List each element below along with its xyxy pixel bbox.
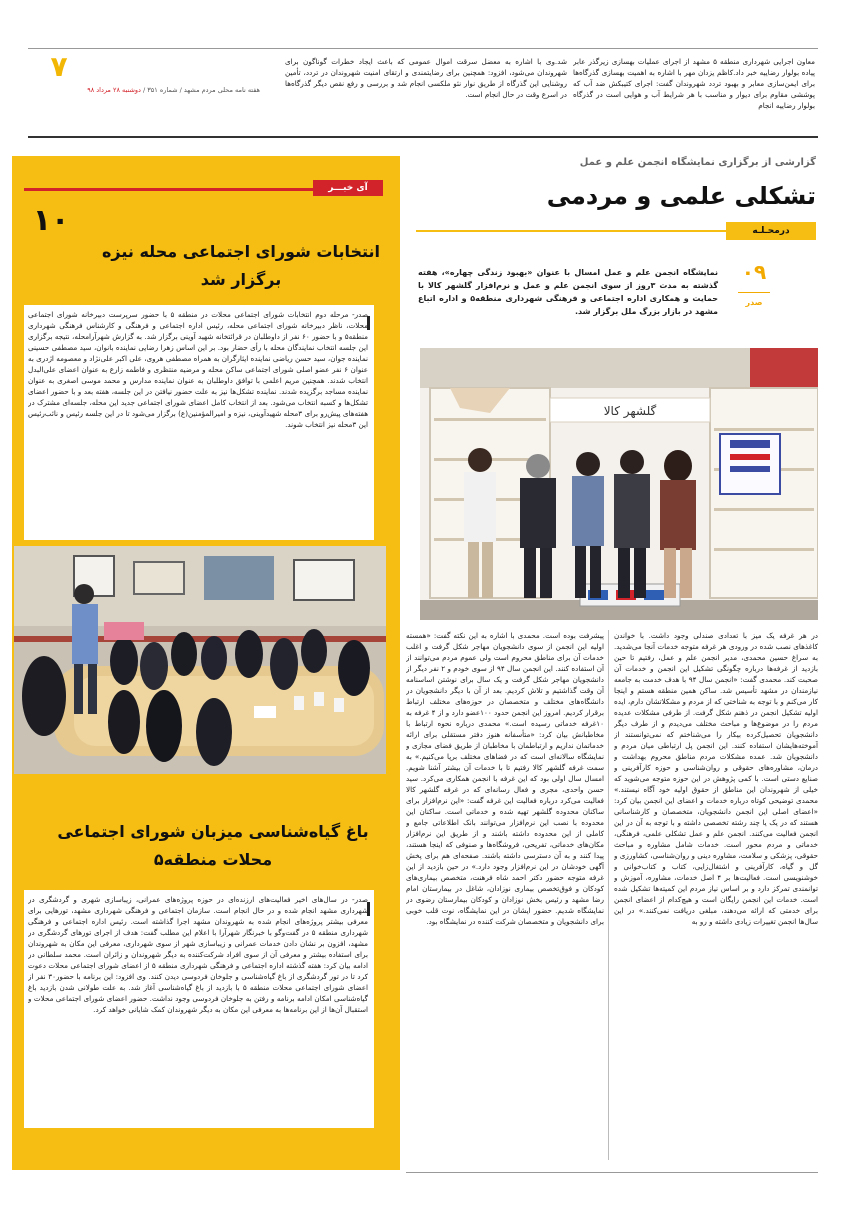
header-divider — [28, 136, 818, 138]
continuation-text-middle: شد.وی با اشاره به معضل سرقت اموال عمومی که باعث ایجاد خطرات گوناگون برای شهروندان می‌شود، افزود: همچنین برای رضایتمندی و ارتقای امنیت شهروندان در تردد، تأمین روشنایی این گذرگاه از طریق نوار نئو ملکسی انجام شد و بررسی و رفع نقص دیگر گذرگاه‌ها در اسرع وقت در حال انجام است. — [285, 57, 567, 99]
article-kicker: گزارشی از برگزاری نمایشگاه انجمن علم و عمل — [579, 157, 816, 168]
page-bottom-rule — [406, 1172, 818, 1173]
exhibition-photo — [420, 348, 818, 620]
article-b-headline: باغ گیاه‌شناسی میزبان شورای اجتماعی محلات منطقه۵ — [57, 822, 369, 869]
folio-line — [30, 84, 260, 96]
folio-prefix: هفته نامه محلی مردم مشهد / شماره ۳۵۱ / — [143, 86, 260, 94]
news-tag-rule — [24, 188, 313, 191]
top-rule — [28, 48, 818, 49]
sidebar-page-number: ۱۰ — [32, 203, 70, 238]
section-tag-rule — [416, 230, 726, 232]
column-divider — [608, 630, 609, 1160]
booth-sign-text: گلشهر کالا — [603, 404, 657, 418]
meeting-photo — [14, 546, 386, 774]
issue-rule — [738, 292, 770, 293]
folio-date: دوشنبه ۲۸ مرداد ۹۸ — [87, 86, 141, 94]
article-b-body: صدر- در سال‌های اخیر فعالیت‌های ارزنده‌ای در حوزه پروژه‌های عمرانی، زیباسازی شهری و گردشگری در شهرداری مشهد انجام شده و در حال انجام است. سازمان اجتماعی و فرهنگی شهرداری مشهد، تورهایی برای معرفی بیشتر پروژه‌های انجام شده به شهروندان مشهد اجرا گذاشته است. رئیس اداره اجتماعی و فرهنگی شهرداری منطقه ۵ در گفت‌وگو با خبرنگار شهرآرا با اعلام این مطلب گفت: هدف از اجرای تورهای گردشگری در مشهد، افزون بر نشان دادن خدمات عمرانی و زیباسازی شهر از سوی شهرداری، معرفی این مکان به شهروندان برای استفاده بیشتر و معرفی آن از سوی افراد شرکت‌کننده به دیگر شهروندان و زائران است. محمد سلطانی در ادامه بیان کرد: هفته گذشته اداره اجتماعی و فرهنگی شهرداری منطقه ۵ از اعضای شورای اجتماعی محلات دعوت کرد تا در تور گردشگری از باغ گیاه‌شناسی و جلوخان فردوسی دیدن کنند. وی افزود: این برنامه با حضور۳۰ نفر از اعضای شورای اجتماعی محلات منطقه ۵ با بازدید از باغ گیاه‌شناسی آغاز شد. به علت طولانی شدن بازدید باغ گیاه‌شناسی امکان ادامه برنامه و رفتن به جلوخان فردوسی وجود نداشت. حضور اعضای شورای اجتماعی محلات و استقبال آن‌ها از این برنامه‌ها به معرفی این مکان به دیگر شهروندان کمک شایانی خواهد کرد. — [28, 895, 368, 1014]
main-headline: تشکلی علمی و مردمی — [546, 182, 816, 210]
section-tag: درمحـلـه — [726, 222, 816, 240]
article-a-body: صدر- مرحله دوم انتخابات شورای اجتماعی محلات در منطقه ۵ با حضور سرپرست دبیرخانه شورای اجتماعی محلات، ناظر دبیرخانه شورای اجتماعی محله، رئیس اداره اجتماعی و فرهنگی و کارشناس فرهنگی شهرداری منطقه۵ و با حضور ۶۰ نفر از داوطلبان در قرائتخانه شهید آوینی برگزار شد. به گزارش شهرآرامحله، نتیجه برگزاری این جلسه انتخاب نمایندگان محله با رأی حضار بود. بر این اساس زهرا رضایی نماینده بانوان، سید مصطفی حسینی نماینده جوان، سید حسن ریاضی نماینده ایثارگران به همراه مصطفی هروی، علی اکبر علی‌نژاد و معصومه اژدری به عنوان ۶ نفر عضو اصلی شورای اجتماعی ساکن محله و مرضیه منتظری و فاطمه زارع به عنوان اعضای علی‌البدل انتخاب شدند. همچنین مریم اعلمی با توافق داوطلبان به عنوان نماینده مدارس و محمد موسی اصغری به عنوان نماینده مساجد برگزیده شدند. نماینده تشکل‌ها نیز به علت حضور نیافتن در این جلسه، هفته بعد و با حضور اعضای تشکل‌ها و کسبه انتخاب می‌شود. بعد از انتخاب کامل اعضای شورای اجتماعی جدید این محله، جلسه‌ای مشترک در هفته‌های پیش‌رو برای ۳محله شهیدآوینی، نیزه و امیرالمؤمنین(ع) برگزار می‌شود تا در این جلسه رئیس و نائب‌رئیس این ۳محله نیز انتخاب شوند. — [28, 310, 368, 429]
article-a-headline: انتخابات شورای اجتماعی محله نیزه برگزار شد — [101, 242, 381, 289]
news-section-tag: آی خبـــر — [313, 180, 383, 196]
continuation-text-right: معاون اجرایی شهرداری منطقه ۵ مشهد از اجرای عملیات بهسازی زیرگذر عابر پیاده بولوار رضاییه خبر داد.کاظم یزدان مهر با اشاره به اهمیت بهسازی گذرگاه‌ها برای ایمن‌سازی معابر و بهبود تردد شهروندان گفت: اجرای کتیبکش ضد آب که پوششی مقاوم برای دیوار و مناسب با هر شرایط آب و هوایی است در گذرگاه بولوار رضاییه انجام — [573, 57, 815, 110]
article-column-right: در هر غرفه یک میز با تعدادی صندلی وجود داشت. با خواندن کاغذهای نصب شده در ورودی هر غرفه متوجه خدمات آنجا می‌شدید. به سراغ حسین محمدی، مدیر انجمن علم و عمل، رفتیم تا حین بازدید از غرفه‌ها درباره چگونگی تشکیل این انجمن و خدمات آن صحبت کند. محمدی گفت: «انجمن سال ۹۴ با هدف خدمت به جامعه نیازمندان در مشهد تأسیس شد. ساکن همین منطقه هستم و اینجا کار می‌کنم و با توجه به شناختی که از مردم و مشکلاتشان دارم، ایده اولیه تشکیل انجمن در ذهنم شکل گرفت. از طرفی مشکلات عدیده مردم را در موضوع‌ها و مباحث مختلف می‌دیدم و از طرف دیگر دانشجویان تحصیل‌کرده بیکار را می‌شناختم که نمی‌توانستند از آموخته‌هایشان استفاده کنند. این انجمن پل ارتباطی میان مردم و دانشجویان شد. عمده مشکلات مردم مناطق محروم بهداشت و درمان، مشاوره‌های حقوقی و روان‌شناسی و حوزه کارآفرینی و صنایع دستی است. با کمی پژوهش در این حوزه متوجه می‌شوید که خیلی از شهروندان این مناطق از حقوق اولیه خود آگاه نیستند.» محمدی توضیحی کوتاه درباره خدمات و اعضای این انجمن بیان کرد: «اعضای اصلی این انجمن دانشجویان، متخصصان و کارشناسانی هستند که در یک یا چند رشته تخصصی داشته و با توجه به آن در این انجمن فعالیت می‌کنند. انجمن علم و عمل تشکلی علمی، فرهنگی، خدماتی و مردم محور است. خدمات شامل مشاوره و مباحث حقوقی، پزشکی و سلامت، مشاوره دینی و روان‌شناسی، کشاورزی و گل و گیاه، کارآفرینی و اشتغال‌زایی، کتاب و کتاب‌خوانی و خوشنویسی است. فعالیت‌ها بر ۴ اصل خدمات، مشاوره، آموزش و توانمندی تمرکز دارد و بر اساس نیاز مردم این کمیته‌ها تشکیل شده است. خدمات این انجمن رایگان است و هیچ‌کدام از اعضای انجمن برای خدمتی که ارائه می‌دهند، مبلغی دریافت نمی‌کنند.» در این سال‌ها انجمن تغییرات زیادی داشته و رو به — [614, 631, 818, 926]
article-column-left: پیشرفت بوده است. محمدی با اشاره به این نکته گفت: «همسته اولیه این انجمن از سوی دانشجویان مهاجر شکل گرفت و اغلب خدمات آن برای مناطق محروم است ولی عموم مردم می‌توانند از آن استفاده کنند. این انجمن سال ۹۴ از سوی خودم و ۲ نفر دیگر از دانشجویان مهاجر شکل گرفت و یک سال برای نوشتن اساسنامه آن وقت گذاشتیم و تلاش کردیم. بعد از آن با دیگر دانشجویان در دانشگاه‌های مختلف و متخصصان در حوزه‌های مختلف ارتباط برقرار کردیم. امروز این انجمن حدود ۱۰۰عضو دارد و از ۴ غرفه به ۱۰غرفه خدماتی رسیده است.» محمدی درباره نحوه ارتباط با مخاطبانش بیان کرد: «متأسفانه هنوز دفتر مستقلی برای ارائه خدماتمان نداریم و ارتباطمان با مخاطبان از طریق فضای مجازی و نمایشگاه سالانه‌ای است که در فضاهای مختلف برپا می‌کنیم.» به سمت غرفه گلشهر کالا رفتیم تا با خدمات آن بیشتر آشنا شویم. امسال سال اولی بود که این غرفه با انجمن همکاری می‌کرد. سید حسن واحدی، مجری و فعال رسانه‌ای که در غرفه گلشهر کالا فعالیت می‌کرد درباره فعالیت این غرفه گفت: «این نرم‌افزار برای ساکنان محدوده گلشهر تهیه شده و خدماتی است. ساکنان این محدوده با نصب این نرم‌افزار می‌توانند بانک اطلاعاتی جامع و کاملی از این محدوده داشته باشند و از طریق این نرم‌افزار مکان‌های خدماتی، تفریحی، فروشگاه‌ها و صنوفی که اینجا هستند، پیدا کنند و به آن دسترسی داشته باشند. صفحه‌ای هم برای پخش آگهی خودشان در این نرم‌افزار وجود دارد.» در حین بازدید از این غرفه متوجه حضور دکتر احمد شاه فرهنت، متخصص بیماری‌های کودکان و فوق‌تخصص بیماری نوزادان، شاغل در بیمارستان امام رضا مشهد و رئیس بخش نوزادان و کودکان بیمارستان رضوی در نمایشگاه شدیم. حضور ایشان در این نمایشگاه، نوت قلب خوبی برای دانشجویان و متخصصان شرکت کننده در نمایشگاه بود. — [406, 631, 604, 926]
issue-label: صدر — [745, 298, 763, 307]
page-number: ۷ — [50, 50, 68, 83]
issue-number: ۰۹ — [741, 260, 767, 284]
article-lead: نمایشگاه انجمن علم و عمل امسال با عنوان «بهبود زندگی چهاره»، هفته گذشته به مدت ۳روز از سوی انجمن علم و عمل و نرم‌افزار گلشهر کالا با حمایت و همکاری اداره اجتماعی و فرهنگی شهرداری منطقه۵ و اداره اتباع مشهد در بازار بزرگ ملل برگزار شد. — [418, 268, 718, 316]
